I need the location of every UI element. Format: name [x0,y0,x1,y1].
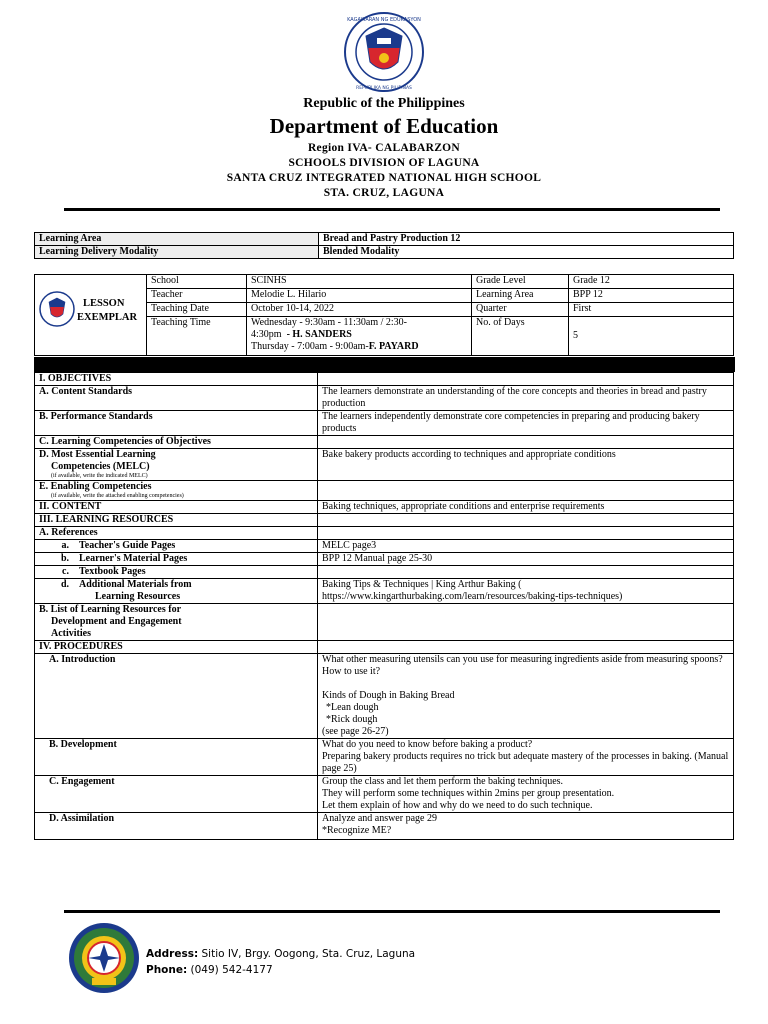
learning-info-table [34,232,734,259]
intro-line3: *Lean dough [326,702,379,713]
intro-line2: Kinds of Dough in Baking Bread [322,690,455,701]
lesson-content-table [34,372,734,840]
ref-a-value: MELC page3 [318,540,734,553]
ref-d-line2: Learning Resources [95,591,181,602]
melc-line2: Competencies (MELC) [51,461,150,472]
modality-value: Blended Modality [319,246,734,259]
table-row [35,813,734,840]
table-row [35,553,734,566]
references-label: A. References [35,527,318,540]
table-row [35,739,734,776]
introduction-label: A. Introduction [35,654,318,739]
intro-line1: What other measuring utensils can you use for measuring ingredients aside from measuring spoons? How to use it? [322,654,723,677]
melc-note: (if available, write the indicated MELC) [51,473,148,479]
exemplar-title-cell [35,275,147,356]
content-heading: II. CONTENT [35,501,318,514]
content-standards-label: A. Content Standards [35,386,318,411]
melc-line1: D. Most Essential Learning [39,449,156,460]
school-seal-logo [68,922,140,994]
ref-c-number: c. [62,566,69,577]
days-value: 5 [569,317,734,356]
table-row [35,246,734,259]
grade-level-label: Grade Level [472,275,569,289]
school-value: SCINHS [247,275,472,289]
school-heading: SANTA CRUZ INTEGRATED NATIONAL HIGH SCHOOL [226,172,542,184]
table-row [35,436,734,449]
address-value: Sitio IV, Brgy. Oogong, Sta. Cruz, Laguna [201,948,416,960]
assim-line1: Analyze and answer page 29 [322,813,437,824]
list-resources-line1: B. List of Learning Resources for [39,604,182,615]
date-label: Teaching Date [147,303,247,317]
table-row [35,654,734,739]
list-resources-line3: Activities [51,628,91,639]
melc-value: Bake bakery products according to techniques and appropriate conditions [318,449,734,481]
seal-text-top: KAGAWARAN NG EDUKASYON [347,17,421,23]
section-divider-bar [34,357,735,372]
content-value: Baking techniques, appropriate conditions and enterprise requirements [318,501,734,514]
ref-a-number: a. [61,540,69,551]
seal-text-bottom: REPUBLIKA NG PILIPINAS [356,86,412,91]
grade-level-value: Grade 12 [569,275,734,289]
location-heading: STA. CRUZ, LAGUNA [323,187,445,199]
deped-seal-logo [344,12,424,92]
assim-line2: *Recognize ME? [322,825,392,836]
eng-line2: They will perform some techniques within 2mins per group presentation. [322,788,615,799]
republic-heading: Republic of the Philippines [303,96,465,111]
enabling-heading: E. Enabling Competencies [39,481,152,492]
footer-divider [64,910,720,913]
exemplar-header-table [34,274,734,356]
development-label: B. Development [35,739,318,776]
phone-label: Phone: [146,964,188,976]
melc-label [35,449,318,481]
time-label: Teaching Time [147,317,247,356]
exemplar-title-line2: EXEMPLAR [77,312,138,323]
table-row [35,233,734,246]
performance-standards-value: The learners independently demonstrate core competencies in preparing and producing bakery products [318,411,734,436]
eng-line1: Group the class and let them perform the baking techniques. [322,776,564,787]
procedures-heading: IV. PROCEDURES [35,641,318,654]
phone-value: (049) 542-4177 [190,964,273,976]
enabling-label [35,481,318,501]
table-row [35,373,734,386]
table-row [35,566,734,579]
table-row [35,540,734,553]
intro-line5: (see page 26-27) [322,726,389,737]
date-value: October 10-14, 2022 [247,303,472,317]
division-heading: SCHOOLS DIVISION OF LAGUNA [288,157,480,169]
quarter-label: Quarter [472,303,569,317]
content-standards-value: The learners demonstrate an understanding of the core concepts and theories in bread and pastry production [318,386,734,411]
teacher-payard: F. PAYARD [368,341,419,352]
ref-d-line1: Additional Materials from [79,579,192,590]
list-resources-line2: Development and Engagement [51,616,182,627]
table-row [35,411,734,436]
days-label: No. of Days [472,317,569,356]
table-row [35,481,734,501]
table-row [35,514,734,527]
table-row [35,579,734,604]
header-divider [64,208,720,211]
area-label: Learning Area [472,289,569,303]
intro-line4: *Rick dough [326,714,378,725]
teacher-label: Teacher [147,289,247,303]
exemplar-title-line1: LESSON [83,298,125,309]
teacher-value: Melodie L. Hilario [247,289,472,303]
learning-area-value: Bread and Pastry Production 12 [319,233,734,246]
table-row [35,604,734,641]
learning-area-label: Learning Area [35,233,319,246]
dev-line1: What do you need to know before baking a product? [322,739,533,750]
learning-competencies-label: C. Learning Competencies of Objectives [35,436,318,449]
department-heading: Department of Education [269,114,499,138]
time-line2a: 4:30pm [251,329,282,340]
table-row [35,776,734,813]
resources-heading: III. LEARNING RESOURCES [35,514,318,527]
ref-c-label: Textbook Pages [79,566,146,577]
introduction-value [318,654,734,739]
area-value: BPP 12 [569,289,734,303]
enabling-note: (if available, write the attached enabling competencies) [51,493,184,499]
time-line3a: Thursday - 7:00am - 9:00am- [251,341,369,352]
table-row [35,641,734,654]
school-label: School [147,275,247,289]
assimilation-label: D. Assimilation [35,813,318,840]
ref-d-value-line2: https://www.kingarthurbaking.com/learn/resources/baking-tips-techniques) [322,591,623,602]
ref-d-value-line1: Baking Tips & Techniques | King Arthur Baking ( [322,579,522,590]
objectives-heading: I. OBJECTIVES [35,373,318,386]
table-row [35,449,734,481]
region-heading: Region IVA- CALABARZON [307,142,461,154]
address-label: Address: [146,948,199,960]
performance-standards-label: B. Performance Standards [35,411,318,436]
quarter-value: First [569,303,734,317]
table-row [35,386,734,411]
ref-b-value: BPP 12 Manual page 25-30 [318,553,734,566]
ref-b-number: b. [60,553,69,564]
modality-label: Learning Delivery Modality [35,246,319,259]
deped-seal-small-icon [39,291,75,327]
table-row [35,527,734,540]
dev-line2: Preparing bakery products requires no trick but adequate mastery of the processes in baking. (Manual page 25) [322,751,729,774]
time-value [247,317,472,356]
ref-b-label: Learner's Material Pages [79,553,188,564]
teacher-sanders: - H. SANDERS [286,329,352,340]
eng-line3: Let them explain of how and why do we need to do such technique. [322,800,593,811]
ref-a-label: Teacher's Guide Pages [79,540,176,551]
ref-d-number: d. [60,579,69,590]
time-line1: Wednesday - 9:30am - 11:30am / 2:30- [251,317,408,328]
table-row [35,501,734,514]
engagement-label: C. Engagement [35,776,318,813]
